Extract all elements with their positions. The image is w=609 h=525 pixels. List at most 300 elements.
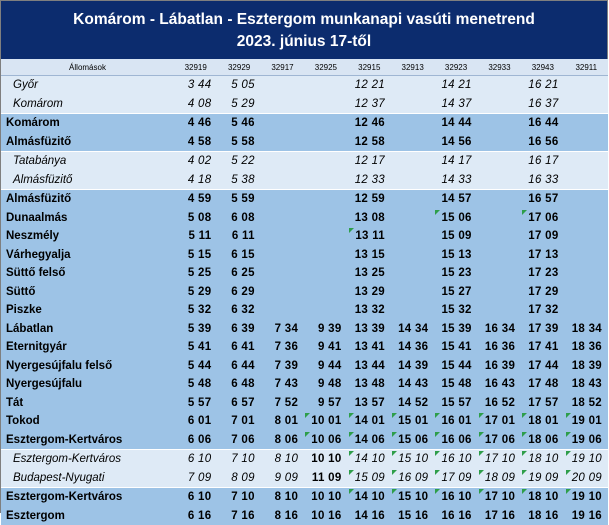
departure-time <box>478 171 521 190</box>
departure-time: 14 16 <box>348 507 391 525</box>
departure-time <box>304 264 347 283</box>
departure-time: 4 18 <box>174 171 217 190</box>
departure-time <box>391 114 434 133</box>
departure-time <box>478 283 521 302</box>
station-name: Budapest-Nyugati <box>1 469 174 488</box>
departure-time: 14 44 <box>434 114 477 133</box>
departure-time: 17 01 <box>478 412 521 431</box>
departure-time <box>478 95 521 114</box>
station-row <box>1 227 608 246</box>
departure-time <box>391 301 434 320</box>
departure-time: 16 09 <box>391 469 434 488</box>
departure-time: 14 39 <box>391 357 434 376</box>
departure-time: 14 37 <box>434 95 477 114</box>
departure-time: 9 57 <box>304 394 347 413</box>
station-name: Esztergom-Kertváros <box>1 488 174 507</box>
departure-time: 17 29 <box>521 283 564 302</box>
departure-time: 10 10 <box>304 450 347 469</box>
departure-time: 5 41 <box>174 338 217 357</box>
departure-time: 14 10 <box>348 450 391 469</box>
station-row <box>1 375 608 394</box>
departure-time <box>565 246 608 265</box>
departure-time: 8 10 <box>261 450 304 469</box>
departure-time: 13 08 <box>348 209 391 228</box>
departure-time: 5 38 <box>217 171 260 190</box>
departure-time: 5 05 <box>217 76 260 95</box>
departure-time <box>478 152 521 171</box>
departure-time <box>478 227 521 246</box>
departure-time: 6 06 <box>174 431 217 450</box>
departure-time: 19 01 <box>565 412 608 431</box>
departure-time: 8 10 <box>261 488 304 507</box>
departure-time: 16 52 <box>478 394 521 413</box>
departure-time <box>261 133 304 152</box>
departure-time: 13 44 <box>348 357 391 376</box>
departure-time: 15 13 <box>434 246 477 265</box>
departure-time: 14 34 <box>391 320 434 339</box>
departure-time: 8 16 <box>261 507 304 525</box>
departure-time: 19 06 <box>565 431 608 450</box>
departure-time: 17 48 <box>521 375 564 394</box>
departure-time: 7 09 <box>174 469 217 488</box>
departure-time: 17 44 <box>521 357 564 376</box>
departure-time: 5 57 <box>174 394 217 413</box>
departure-time: 12 37 <box>348 95 391 114</box>
departure-time <box>565 301 608 320</box>
departure-time <box>261 283 304 302</box>
timetable-table <box>1 59 608 525</box>
train-number-header: 32943 <box>521 59 564 76</box>
departure-time: 16 06 <box>434 431 477 450</box>
station-name: Eternitgyár <box>1 338 174 357</box>
departure-time <box>391 152 434 171</box>
departure-time: 17 10 <box>478 450 521 469</box>
station-name: Komárom <box>1 95 174 114</box>
departure-time: 5 58 <box>217 133 260 152</box>
departure-time <box>565 209 608 228</box>
connection-row <box>1 152 608 171</box>
train-number-header: 32925 <box>304 59 347 76</box>
title-line-route: Komárom - Lábatlan - Esztergom munkanapi vasúti menetrend <box>1 10 607 32</box>
departure-time: 15 10 <box>391 450 434 469</box>
station-name: Nyergesújfalu <box>1 375 174 394</box>
station-name: Nyergesújfalu felső <box>1 357 174 376</box>
station-row <box>1 209 608 228</box>
departure-time: 12 17 <box>348 152 391 171</box>
departure-time: 20 09 <box>565 469 608 488</box>
departure-time <box>261 114 304 133</box>
departure-time: 6 57 <box>217 394 260 413</box>
departure-time: 9 44 <box>304 357 347 376</box>
train-number-header: 32911 <box>565 59 608 76</box>
train-number-header: 32919 <box>174 59 217 76</box>
departure-time <box>391 209 434 228</box>
departure-time <box>478 264 521 283</box>
station-column-header: Állomások <box>1 59 174 76</box>
station-row <box>1 488 608 507</box>
connection-row <box>1 450 608 469</box>
departure-time: 15 09 <box>434 227 477 246</box>
departure-time: 16 43 <box>478 375 521 394</box>
departure-time <box>478 114 521 133</box>
departure-time <box>478 301 521 320</box>
departure-time <box>304 171 347 190</box>
departure-time <box>304 95 347 114</box>
departure-time: 19 16 <box>565 507 608 525</box>
departure-time: 15 09 <box>348 469 391 488</box>
departure-time: 6 10 <box>174 450 217 469</box>
departure-time <box>304 76 347 95</box>
departure-time: 13 25 <box>348 264 391 283</box>
departure-time: 17 41 <box>521 338 564 357</box>
departure-time: 6 01 <box>174 412 217 431</box>
departure-time: 7 34 <box>261 320 304 339</box>
departure-time <box>261 152 304 171</box>
departure-time: 6 41 <box>217 338 260 357</box>
timetable-title <box>1 1 607 59</box>
departure-time: 15 48 <box>434 375 477 394</box>
departure-time <box>565 283 608 302</box>
departure-time <box>565 76 608 95</box>
departure-time <box>391 95 434 114</box>
departure-time: 7 36 <box>261 338 304 357</box>
station-name: Tát <box>1 394 174 413</box>
station-row <box>1 301 608 320</box>
departure-time: 17 23 <box>521 264 564 283</box>
departure-time: 10 16 <box>304 507 347 525</box>
departure-time: 17 16 <box>478 507 521 525</box>
departure-time: 13 15 <box>348 246 391 265</box>
station-row <box>1 246 608 265</box>
station-name: Esztergom-Kertváros <box>1 431 174 450</box>
departure-time: 6 39 <box>217 320 260 339</box>
departure-time: 15 27 <box>434 283 477 302</box>
departure-time: 13 11 <box>348 227 391 246</box>
departure-time: 5 29 <box>174 283 217 302</box>
connection-row <box>1 469 608 488</box>
departure-time: 7 39 <box>261 357 304 376</box>
departure-time: 17 13 <box>521 246 564 265</box>
station-name: Várhegyalja <box>1 246 174 265</box>
departure-time <box>565 95 608 114</box>
departure-time: 14 21 <box>434 76 477 95</box>
train-number-header: 32915 <box>348 59 391 76</box>
departure-time: 5 48 <box>174 375 217 394</box>
departure-time: 16 10 <box>434 450 477 469</box>
departure-time <box>304 209 347 228</box>
departure-time: 14 52 <box>391 394 434 413</box>
departure-time <box>565 171 608 190</box>
station-row <box>1 338 608 357</box>
departure-time: 6 29 <box>217 283 260 302</box>
departure-time: 16 36 <box>478 338 521 357</box>
departure-time: 15 23 <box>434 264 477 283</box>
departure-time: 11 09 <box>304 469 347 488</box>
departure-time: 16 39 <box>478 357 521 376</box>
departure-time: 6 48 <box>217 375 260 394</box>
departure-time: 18 10 <box>521 488 564 507</box>
station-row <box>1 394 608 413</box>
departure-time: 5 25 <box>174 264 217 283</box>
train-number-header: 32913 <box>391 59 434 76</box>
connection-row <box>1 171 608 190</box>
departure-time <box>261 190 304 209</box>
departure-time: 18 43 <box>565 375 608 394</box>
departure-time: 16 37 <box>521 95 564 114</box>
departure-time: 18 16 <box>521 507 564 525</box>
departure-time <box>478 209 521 228</box>
departure-time: 15 32 <box>434 301 477 320</box>
departure-time <box>261 227 304 246</box>
departure-time: 16 44 <box>521 114 564 133</box>
departure-time: 4 58 <box>174 133 217 152</box>
departure-time: 18 39 <box>565 357 608 376</box>
departure-time: 12 33 <box>348 171 391 190</box>
departure-time: 12 46 <box>348 114 391 133</box>
departure-time: 5 39 <box>174 320 217 339</box>
departure-time: 14 01 <box>348 412 391 431</box>
departure-time <box>565 133 608 152</box>
station-row <box>1 357 608 376</box>
departure-time: 17 10 <box>478 488 521 507</box>
departure-time: 18 10 <box>521 450 564 469</box>
departure-time: 16 34 <box>478 320 521 339</box>
departure-time <box>565 152 608 171</box>
station-name: Süttő <box>1 283 174 302</box>
departure-time: 17 39 <box>521 320 564 339</box>
departure-time: 6 15 <box>217 246 260 265</box>
departure-time <box>261 246 304 265</box>
departure-time: 10 06 <box>304 431 347 450</box>
departure-time: 7 10 <box>217 450 260 469</box>
departure-time <box>478 76 521 95</box>
departure-time <box>304 190 347 209</box>
station-name: Almásfüzitő <box>1 133 174 152</box>
station-name: Süttő felső <box>1 264 174 283</box>
station-name: Neszmély <box>1 227 174 246</box>
station-name: Esztergom <box>1 507 174 525</box>
departure-time: 17 57 <box>521 394 564 413</box>
departure-time <box>565 114 608 133</box>
timetable-body <box>1 76 608 525</box>
departure-time: 14 10 <box>348 488 391 507</box>
departure-time: 18 36 <box>565 338 608 357</box>
connection-row <box>1 95 608 114</box>
departure-time: 13 57 <box>348 394 391 413</box>
departure-time: 4 59 <box>174 190 217 209</box>
departure-time <box>391 264 434 283</box>
departure-time: 19 10 <box>565 488 608 507</box>
departure-time: 6 44 <box>217 357 260 376</box>
station-name: Esztergom-Kertváros <box>1 450 174 469</box>
departure-time: 9 09 <box>261 469 304 488</box>
departure-time: 6 32 <box>217 301 260 320</box>
departure-time: 10 10 <box>304 488 347 507</box>
departure-time: 7 16 <box>217 507 260 525</box>
departure-time <box>478 133 521 152</box>
departure-time: 18 09 <box>478 469 521 488</box>
departure-time: 13 48 <box>348 375 391 394</box>
departure-time: 10 01 <box>304 412 347 431</box>
station-row <box>1 283 608 302</box>
departure-time: 13 32 <box>348 301 391 320</box>
departure-time: 16 57 <box>521 190 564 209</box>
departure-time: 16 10 <box>434 488 477 507</box>
departure-time: 5 29 <box>217 95 260 114</box>
departure-time: 16 01 <box>434 412 477 431</box>
departure-time: 7 06 <box>217 431 260 450</box>
departure-time: 18 01 <box>521 412 564 431</box>
departure-time <box>391 171 434 190</box>
departure-time: 6 16 <box>174 507 217 525</box>
departure-time: 5 59 <box>217 190 260 209</box>
station-row <box>1 114 608 133</box>
departure-time <box>261 301 304 320</box>
station-row <box>1 264 608 283</box>
departure-time <box>391 190 434 209</box>
departure-time <box>261 171 304 190</box>
departure-time: 6 11 <box>217 227 260 246</box>
departure-time: 18 06 <box>521 431 564 450</box>
departure-time <box>478 246 521 265</box>
departure-time: 8 09 <box>217 469 260 488</box>
departure-time <box>261 209 304 228</box>
title-line-date: 2023. június 17-től <box>1 32 607 54</box>
departure-time: 7 10 <box>217 488 260 507</box>
station-name: Almásfüzitő <box>1 171 174 190</box>
departure-time: 3 44 <box>174 76 217 95</box>
departure-time: 17 09 <box>521 227 564 246</box>
station-name: Győr <box>1 76 174 95</box>
departure-time: 9 48 <box>304 375 347 394</box>
station-row <box>1 431 608 450</box>
departure-time: 6 10 <box>174 488 217 507</box>
departure-time: 16 17 <box>521 152 564 171</box>
train-number-header: 32917 <box>261 59 304 76</box>
station-row <box>1 133 608 152</box>
departure-time: 15 10 <box>391 488 434 507</box>
station-name: Almásfüzitő <box>1 190 174 209</box>
departure-time <box>261 95 304 114</box>
departure-time: 6 08 <box>217 209 260 228</box>
station-name: Dunaalmás <box>1 209 174 228</box>
station-name: Tokod <box>1 412 174 431</box>
connection-row <box>1 76 608 95</box>
departure-time: 14 33 <box>434 171 477 190</box>
departure-time: 5 11 <box>174 227 217 246</box>
departure-time: 8 06 <box>261 431 304 450</box>
departure-time <box>304 114 347 133</box>
departure-time: 15 41 <box>434 338 477 357</box>
departure-time <box>304 283 347 302</box>
departure-time <box>391 283 434 302</box>
departure-time: 15 06 <box>434 209 477 228</box>
station-row <box>1 320 608 339</box>
departure-time: 15 06 <box>391 431 434 450</box>
departure-time: 12 58 <box>348 133 391 152</box>
departure-time <box>261 76 304 95</box>
station-name: Piszke <box>1 301 174 320</box>
departure-time <box>565 227 608 246</box>
departure-time: 6 25 <box>217 264 260 283</box>
departure-time: 4 46 <box>174 114 217 133</box>
departure-time <box>304 133 347 152</box>
train-number-header: 32929 <box>217 59 260 76</box>
station-row <box>1 190 608 209</box>
departure-time <box>391 246 434 265</box>
departure-time: 14 43 <box>391 375 434 394</box>
departure-time: 19 10 <box>565 450 608 469</box>
departure-time: 17 06 <box>478 431 521 450</box>
station-name: Komárom <box>1 114 174 133</box>
departure-time: 14 56 <box>434 133 477 152</box>
departure-time: 15 44 <box>434 357 477 376</box>
header-row <box>1 59 608 76</box>
departure-time: 14 36 <box>391 338 434 357</box>
departure-time <box>565 190 608 209</box>
departure-time: 5 32 <box>174 301 217 320</box>
station-row <box>1 507 608 525</box>
train-number-header: 32933 <box>478 59 521 76</box>
departure-time: 19 09 <box>521 469 564 488</box>
departure-time: 16 33 <box>521 171 564 190</box>
departure-time: 16 56 <box>521 133 564 152</box>
departure-time: 16 16 <box>434 507 477 525</box>
departure-time: 7 43 <box>261 375 304 394</box>
departure-time <box>391 227 434 246</box>
departure-time: 5 46 <box>217 114 260 133</box>
departure-time: 18 34 <box>565 320 608 339</box>
departure-time: 5 44 <box>174 357 217 376</box>
departure-time: 7 01 <box>217 412 260 431</box>
departure-time: 13 39 <box>348 320 391 339</box>
departure-time: 13 41 <box>348 338 391 357</box>
departure-time <box>478 190 521 209</box>
departure-time: 13 29 <box>348 283 391 302</box>
departure-time <box>261 264 304 283</box>
departure-time: 4 08 <box>174 95 217 114</box>
departure-time: 5 15 <box>174 246 217 265</box>
departure-time <box>304 301 347 320</box>
departure-time: 8 01 <box>261 412 304 431</box>
departure-time: 4 02 <box>174 152 217 171</box>
departure-time <box>304 227 347 246</box>
station-name: Lábatlan <box>1 320 174 339</box>
departure-time: 17 32 <box>521 301 564 320</box>
station-name: Tatabánya <box>1 152 174 171</box>
departure-time <box>565 264 608 283</box>
departure-time: 14 17 <box>434 152 477 171</box>
departure-time: 14 06 <box>348 431 391 450</box>
departure-time: 9 39 <box>304 320 347 339</box>
departure-time: 17 09 <box>434 469 477 488</box>
departure-time: 12 21 <box>348 76 391 95</box>
departure-time: 15 57 <box>434 394 477 413</box>
departure-time: 15 39 <box>434 320 477 339</box>
departure-time: 7 52 <box>261 394 304 413</box>
departure-time: 5 22 <box>217 152 260 171</box>
departure-time <box>304 152 347 171</box>
departure-time <box>391 133 434 152</box>
departure-time: 16 21 <box>521 76 564 95</box>
departure-time: 5 08 <box>174 209 217 228</box>
departure-time: 9 41 <box>304 338 347 357</box>
departure-time <box>304 246 347 265</box>
departure-time: 12 59 <box>348 190 391 209</box>
departure-time <box>391 76 434 95</box>
departure-time: 15 16 <box>391 507 434 525</box>
departure-time: 14 57 <box>434 190 477 209</box>
